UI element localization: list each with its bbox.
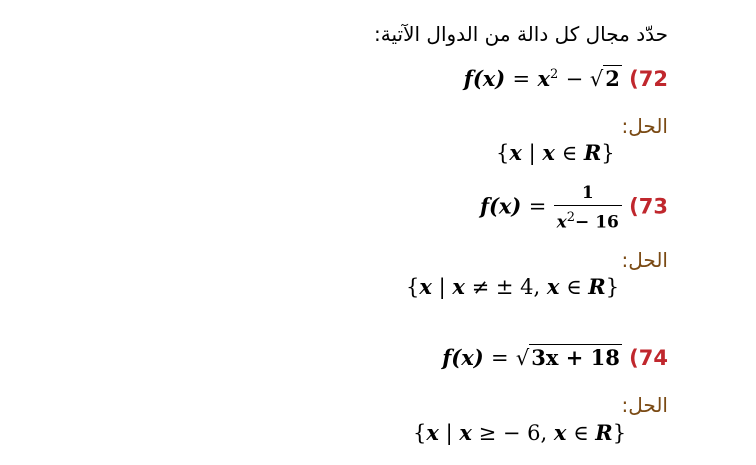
problem-72-solution: {x | x ∈ R} <box>496 140 615 165</box>
problem-number: (74 <box>629 346 668 370</box>
problem-74-solution: {x | x ≥ − 6, x ∈ R} <box>413 420 627 445</box>
function-name: f(x) <box>463 66 506 91</box>
solution-label: الحل: <box>621 248 668 272</box>
solution-label: الحل: <box>621 114 668 138</box>
solution-label: الحل: <box>621 393 668 417</box>
problem-number: (72 <box>629 67 668 91</box>
problem-72-equation: $f(x) = x^2 - √2$ (72 <box>463 66 668 91</box>
problem-73-solution: {x | x ≠ ± 4, x ∈ R} <box>406 274 620 299</box>
instruction-heading: حدّد مجال كل دالة من الدوال الآتية: <box>374 22 668 46</box>
function-name: f(x) <box>442 345 484 370</box>
function-name: f(x) <box>479 193 522 219</box>
problem-74-equation: f(x) = √3x + 18 (74 <box>442 345 668 370</box>
fraction: $\frac{1}{x^2- 16}$ <box>554 181 622 235</box>
problem-number: (73 <box>629 194 668 219</box>
problem-73-equation: f(x) = $\frac{1}{x^2- 16}$ (73 <box>479 183 668 233</box>
